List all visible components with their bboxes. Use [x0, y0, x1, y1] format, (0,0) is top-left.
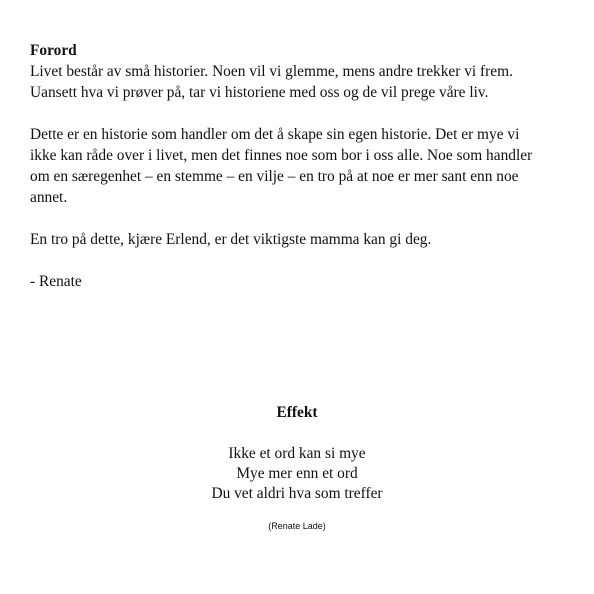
foreword-line: om en særegenhet – en stemme – en vilje – en tro på at noe er mer sant enn noe [30, 168, 519, 185]
poem-line: Mye mer enn et ord [236, 465, 358, 482]
poem-title: Effekt [276, 404, 318, 421]
foreword-line: annet. [30, 189, 68, 206]
poem-author: (Renate Lade) [268, 521, 326, 531]
foreword-line: Livet består av små historier. Noen vil vi glemme, mens andre trekker vi frem. [30, 63, 513, 80]
foreword-dedication: En tro på dette, kjære Erlend, er det viktigste mamma kan gi deg. [30, 231, 432, 248]
poem-line: Ikke et ord kan si mye [228, 445, 366, 462]
foreword-line: Dette er en historie som handler om det å skape sin egen historie. Det er mye vi [30, 126, 520, 143]
foreword-heading: Forord [30, 42, 77, 59]
poem-line: Du vet aldri hva som treffer [211, 485, 383, 502]
poem-section [0, 403, 594, 541]
foreword-line: Uansett hva vi prøver på, tar vi historiene med oss og de vil prege våre liv. [30, 84, 489, 101]
foreword-signature: - Renate [30, 273, 82, 290]
foreword-line: ikke kan råde over i livet, men det finnes noe som bor i oss alle. Noe som handler [30, 147, 533, 164]
foreword-section [30, 40, 570, 292]
